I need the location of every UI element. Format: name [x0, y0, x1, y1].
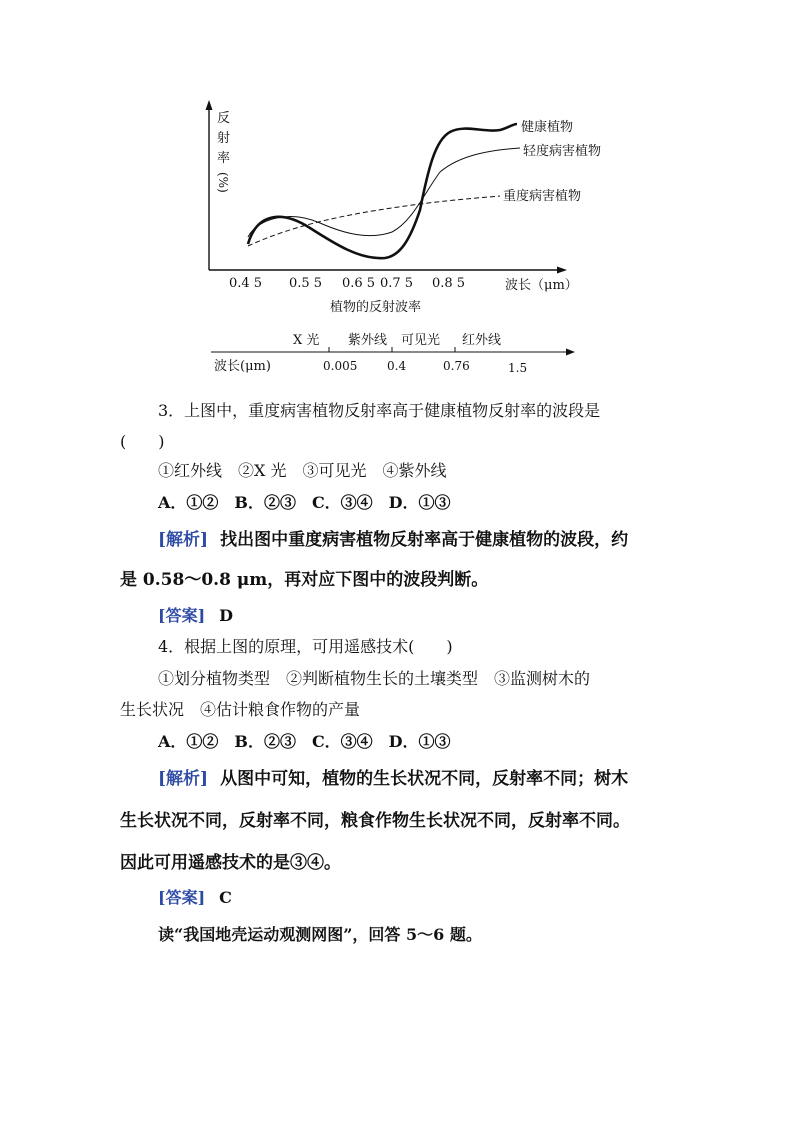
x-tick-label: 0.5 5: [289, 276, 323, 291]
spectrum-value: 0.76: [443, 359, 470, 373]
q4-analysis-line-3: 因此可用遥感技术的是③④。: [120, 853, 341, 873]
series-label-healthy: 健康植物: [521, 120, 574, 135]
band-label-infrared: 红外线: [462, 333, 502, 348]
answer-value: D: [219, 606, 234, 625]
x-tick-label: 0.4 5: [229, 276, 263, 291]
spectrum-axis-label: 波长(μm): [214, 359, 271, 374]
q4-analysis-line-2: 生长状况不同，反射率不同，粮食作物生长状况不同，反射率不同。: [120, 811, 630, 831]
y-axis-char-3: 率: [217, 151, 231, 166]
figure-caption: 植物的反射波率: [330, 300, 422, 315]
y-axis-char-2: 射: [217, 131, 231, 146]
series-label-severe: 重度病害植物: [503, 189, 582, 204]
x-tick-label: 0.8 5: [432, 276, 466, 291]
analysis-tag: [解析]: [158, 530, 209, 550]
curve-healthy-plant: [248, 124, 517, 258]
q3-answer: [158, 603, 233, 626]
x-tick-label: 0.6 5: [342, 276, 376, 291]
read-instruction: 读“我国地壳运动观测网图”，回答 5～6 题。: [158, 925, 482, 944]
reflectance-figure: [0, 0, 794, 385]
x-tick-label: 0.7 5: [380, 276, 414, 291]
answer-value: C: [219, 888, 232, 907]
band-label-ultraviolet: 紫外线: [348, 333, 388, 348]
curve-mild-disease: [248, 148, 520, 237]
q3-bracket: ( ): [120, 432, 165, 451]
q3-stem: 3．上图中，重度病害植物反射率高于健康植物反射率的波段是: [158, 401, 601, 420]
q4-answer: [158, 885, 232, 908]
series-label-mild: 轻度病害植物: [523, 144, 602, 159]
band-label-visible: 可见光: [401, 333, 441, 348]
analysis-tag: [解析]: [158, 769, 209, 789]
q3-analysis-line-2: 是 0.58～0.8 μm，再对应下图中的波段判断。: [120, 570, 489, 590]
q4-stem: 4．根据上图的原理，可用遥感技术( ): [158, 637, 453, 656]
q4-items-line-1: ①划分植物类型 ②判断植物生长的土壤类型 ③监测树木的: [158, 669, 591, 688]
answer-tag: [答案]: [158, 888, 206, 907]
y-axis-unit: (%): [216, 172, 230, 193]
x-axis-unit: 波长（μm）: [505, 278, 578, 293]
analysis-text: 从图中可知，植物的生长状况不同，反射率不同；树木: [220, 769, 629, 789]
q3-analysis-line-1: [158, 525, 628, 550]
curve-severe-disease: [248, 196, 500, 246]
spectrum-axis: [211, 347, 575, 356]
q4-analysis-line-1: [158, 764, 628, 789]
q3-choices: A．①② B．②③ C．③④ D．①③: [158, 493, 451, 512]
q4-choices: A．①② B．②③ C．③④ D．①③: [158, 732, 451, 751]
analysis-text: 找出图中重度病害植物反射率高于健康植物的波段，约: [220, 530, 629, 550]
spectrum-value: 1.5: [508, 361, 528, 375]
y-axis-char-1: 反: [217, 111, 231, 126]
answer-tag: [答案]: [158, 606, 206, 625]
q3-options-items: ①红外线 ②X 光 ③可见光 ④紫外线: [158, 461, 447, 480]
band-label-xray: X 光: [293, 333, 320, 348]
spectrum-value: 0.4: [387, 359, 407, 373]
spectrum-value: 0.005: [323, 359, 358, 373]
q4-items-line-2: 生长状况 ④估计粮食作物的产量: [120, 700, 361, 719]
